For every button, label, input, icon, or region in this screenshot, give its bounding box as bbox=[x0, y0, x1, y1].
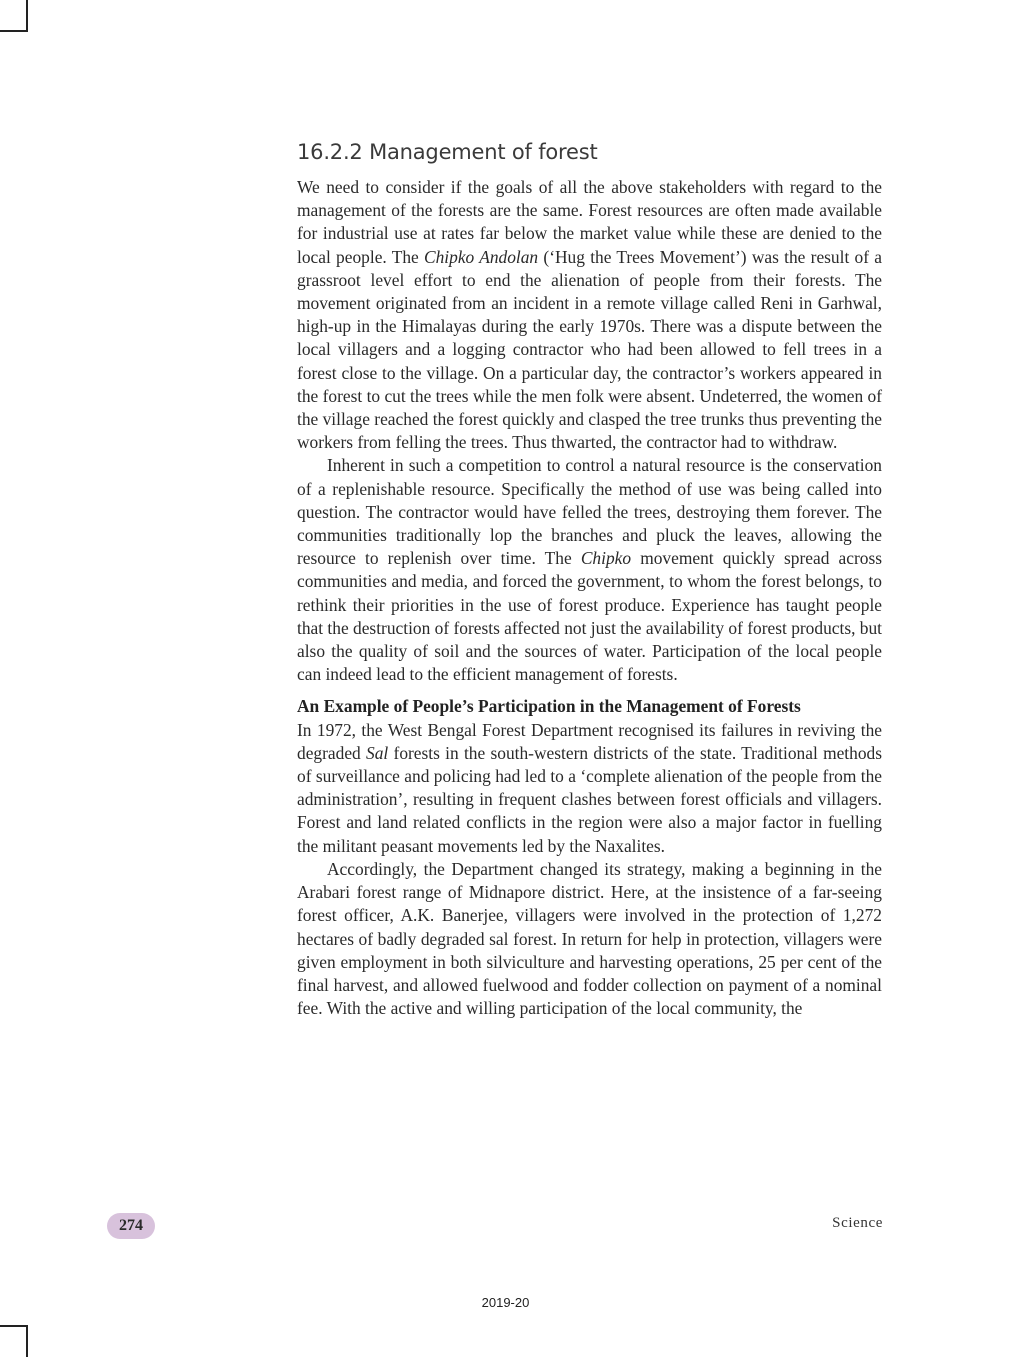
page-number: 274 bbox=[119, 1217, 143, 1234]
paragraph-2-text-a: Inherent in such a competition to control a natural resource is the conservation of a replenishable resource. Specifically the method of use was being called into question. The contractor would have felled the trees, destroying them forever. The communities traditionally lop the branches and pluck the leaves, allowing the resource to replenish over time. The bbox=[297, 455, 882, 569]
example-heading: An Example of People’s Participation in the Management of Forests bbox=[297, 696, 801, 717]
paragraph-2-text-c: movement quickly spread across communities and media, and forced the government, to whom the forest belongs, to rethink their priorities in the use of forest produce. Experience has taught people that the destruction of forests affected not just the availability of forest products, but also the quality of soil and the sources of water. Participation of the local people can indeed lead to the efficient management of forests. bbox=[297, 548, 883, 685]
section-heading: 16.2.2 Management of forest bbox=[297, 140, 598, 164]
crop-mark-bottom-left bbox=[0, 1325, 28, 1357]
crop-mark-top-left bbox=[0, 0, 28, 32]
paragraph-4: Accordingly, the Department changed its strategy, making a beginning in the Arabari forest range of Midnapore district. Here, at the insistence of a far-seeing forest officer, A.K. Banerjee, villagers were involved in the protection of 1,272 hectares of badly degraded sal forest. In return for help in protection, villagers were given employment in both silviculture and harvesting operations, 25 per cent of the final harvest, and allowed fuelwood and fodder collection on payment of a nominal fee. With the active and willing participation of the local community, the bbox=[297, 858, 882, 1019]
paragraph-1 bbox=[297, 176, 882, 454]
footer-year: 2019-20 bbox=[481, 1295, 530, 1310]
paragraph-3 bbox=[297, 719, 882, 858]
paragraph-2-italic: Chipko bbox=[580, 548, 632, 569]
paragraph-3-text-a: In 1972, the West Bengal Forest Department recognised its failures in reviving the degraded bbox=[297, 719, 882, 763]
main-content bbox=[297, 140, 882, 1020]
paragraph-1-text-a: We need to consider if the goals of all the above stakeholders with regard to the management of the forests are the same. Forest resources are often made available for industrial use at rates far below the market value while these are denied to the local people. The bbox=[297, 177, 882, 267]
paragraph-2 bbox=[297, 454, 882, 686]
page-number-badge bbox=[107, 1213, 155, 1239]
paragraph-3-text-c: forests in the south-western districts of the state. Traditional methods of surveillance and policing had led to a ‘complete alienation of the people from the administration’, resulting in frequent clashes between forest officials and villagers. Forest and land related conflicts in the region were also a major factor in fuelling the militant peasant movements led by the Naxalites. bbox=[297, 742, 882, 856]
paragraph-3-italic: Sal bbox=[366, 742, 389, 763]
paragraph-1-text-c: (‘Hug the Trees Movement’) was the result of a grassroot level effort to end the alienation of people from their forests. The movement originated from an incident in a remote village called Reni in Garhwal, high-up in the Himalayas during the early 1970s. There was a dispute between the local villagers and a logging contractor who had been allowed to fell trees in a forest close to the village. On a particular day, the contractor’s workers appeared in the forest to cut the trees while the men folk were absent. Undeterred, the women of the village reached the forest quickly and clasped the tree trunks thus preventing the workers from felling the trees. Thus thwarted, the contractor had to withdraw. bbox=[297, 246, 883, 453]
footer-subject: Science bbox=[832, 1215, 883, 1231]
paragraph-1-italic: Chipko Andolan bbox=[424, 246, 539, 267]
